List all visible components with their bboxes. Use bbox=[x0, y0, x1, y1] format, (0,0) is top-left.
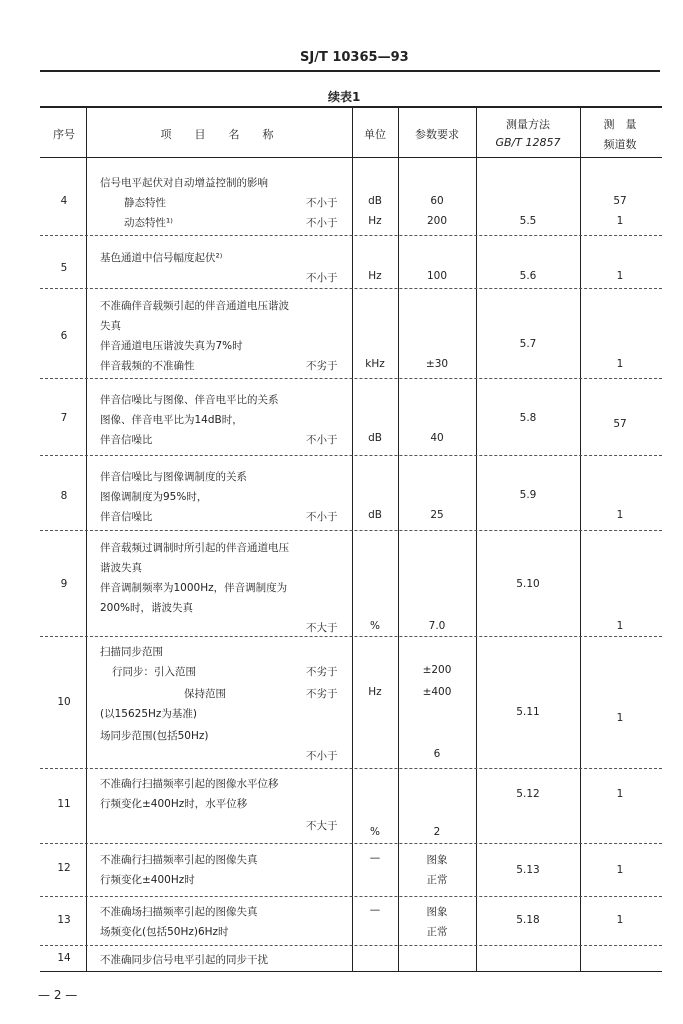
row-12-channels: 1 bbox=[616, 864, 624, 876]
row-10-method: 5.11 bbox=[516, 706, 540, 718]
row-5-method: 5.6 bbox=[519, 270, 537, 282]
row-10-cond-2: 不劣于 bbox=[306, 688, 338, 700]
row-sep bbox=[40, 896, 662, 897]
row-6-no: 6 bbox=[60, 330, 68, 342]
row-10-cond-1: 不劣于 bbox=[306, 666, 338, 678]
row-11-cond-1: 不大于 bbox=[306, 820, 338, 832]
row-10-req-2: ±400 bbox=[422, 686, 452, 698]
row-sep bbox=[40, 843, 662, 844]
col-header-method-std: GB/T 12857 bbox=[495, 136, 561, 149]
row-8-unit: dB bbox=[368, 509, 382, 521]
row-7-method: 5.8 bbox=[519, 412, 537, 424]
row-sep bbox=[40, 455, 662, 456]
row-12-req-2: 正常 bbox=[426, 874, 448, 886]
col-header-req: 参数要求 bbox=[415, 128, 459, 141]
row-4-req-1: 60 bbox=[430, 195, 444, 207]
row-12-line-2: 行频变化±400Hz时 bbox=[100, 874, 195, 886]
row-11-channels: 1 bbox=[616, 788, 624, 800]
row-4-cond-1: 不小于 bbox=[306, 197, 338, 209]
row-13-line-2: 场频变化(包括50Hz)6Hz时 bbox=[100, 926, 229, 938]
row-sep bbox=[40, 768, 662, 769]
row-6-line-2: 失真 bbox=[100, 320, 121, 332]
row-9-cond-1: 不大于 bbox=[306, 622, 338, 634]
row-5-cond-1: 不小于 bbox=[306, 272, 338, 284]
row-13-req-2: 正常 bbox=[426, 926, 448, 938]
row-8-line-2: 图像调制度为95%时， bbox=[100, 491, 208, 503]
table-continued-caption: 续表1 bbox=[328, 90, 361, 104]
row-5-unit: Hz bbox=[368, 270, 382, 282]
header-rule bbox=[40, 70, 660, 72]
row-7-line-3: 伴音信噪比 bbox=[100, 434, 153, 446]
row-9-line-3: 伴音调制频率为1000Hz，伴音调制度为 bbox=[100, 582, 288, 594]
row-13-line-1: 不准确场扫描频率引起的图像失真 bbox=[100, 906, 258, 918]
col-header-channels-2: 频道数 bbox=[603, 138, 637, 151]
row-8-line-3: 伴音信噪比 bbox=[100, 511, 153, 523]
row-6-req: ±30 bbox=[425, 358, 449, 370]
row-7-channels: 57 bbox=[613, 418, 627, 430]
row-12-line-1: 不准确行扫描频率引起的图像失真 bbox=[100, 854, 258, 866]
table-bottom-rule bbox=[40, 971, 662, 972]
row-10-unit: Hz bbox=[368, 686, 382, 698]
row-5-req: 100 bbox=[426, 270, 448, 282]
row-12-no: 12 bbox=[57, 862, 71, 874]
row-9-req: 7.0 bbox=[428, 620, 446, 632]
row-14-no: 14 bbox=[57, 952, 71, 964]
row-4-cond-2: 不小于 bbox=[306, 217, 338, 229]
row-7-line-2: 图像、伴音电平比为14dB时， bbox=[100, 414, 243, 426]
col-header-name: 项 目 名 称 bbox=[160, 128, 280, 141]
row-10-line-4: (以15625Hz为基准) bbox=[100, 708, 198, 720]
row-sep bbox=[40, 636, 662, 637]
row-6-line-4: 伴音载频的不准确性 bbox=[100, 360, 195, 372]
row-11-method: 5.12 bbox=[516, 788, 540, 800]
row-13-no: 13 bbox=[57, 914, 71, 926]
doc-code: SJ/T 10365—93 bbox=[300, 50, 409, 65]
row-9-method: 5.10 bbox=[516, 578, 540, 590]
row-11-no: 11 bbox=[57, 798, 71, 810]
row-4-line-2: 静态特性 bbox=[124, 197, 166, 209]
row-9-line-1: 伴音载频过调制时所引起的伴音通道电压 bbox=[100, 542, 289, 554]
row-10-no: 10 bbox=[57, 696, 71, 708]
page-number: — 2 — bbox=[38, 988, 78, 1002]
row-sep bbox=[40, 530, 662, 531]
row-sep bbox=[40, 945, 662, 946]
row-7-req: 40 bbox=[430, 432, 444, 444]
row-5-no: 5 bbox=[60, 262, 68, 274]
row-8-channels: 1 bbox=[616, 509, 624, 521]
row-8-cond-1: 不小于 bbox=[306, 511, 338, 523]
row-13-method: 5.18 bbox=[516, 914, 540, 926]
row-10-req-3: 6 bbox=[433, 748, 441, 760]
row-6-line-3: 伴音通道电压谐波失真为7%时 bbox=[100, 340, 243, 352]
col-header-method: 测量方法 bbox=[506, 118, 550, 131]
row-11-unit: % bbox=[370, 826, 380, 838]
row-10-line-3: 保持范围 bbox=[184, 688, 226, 700]
table-top-rule bbox=[40, 106, 662, 108]
row-4-channels-2: 1 bbox=[616, 215, 624, 227]
row-6-channels: 1 bbox=[616, 358, 624, 370]
row-5-line-1: 基色通道中信号幅度起伏²⁾ bbox=[100, 252, 223, 264]
row-7-unit: dB bbox=[368, 432, 382, 444]
row-4-no: 4 bbox=[60, 195, 68, 207]
row-6-unit: kHz bbox=[365, 358, 385, 370]
row-12-req-1: 图象 bbox=[426, 854, 448, 866]
row-4-req-2: 200 bbox=[426, 215, 448, 227]
row-10-line-1: 扫描同步范围 bbox=[100, 646, 163, 658]
row-9-line-2: 谐波失真 bbox=[100, 562, 142, 574]
row-10-req-1: ±200 bbox=[422, 664, 452, 676]
row-9-no: 9 bbox=[60, 578, 68, 590]
row-6-cond-1: 不劣于 bbox=[306, 360, 338, 372]
row-8-line-1: 伴音信噪比与图像调制度的关系 bbox=[100, 471, 247, 483]
row-4-unit-1: dB bbox=[368, 195, 382, 207]
row-12-unit: — bbox=[369, 852, 381, 864]
row-10-cond-3: 不小于 bbox=[306, 750, 338, 762]
row-6-line-1: 不准确伴音载频引起的伴音通道电压谐波 bbox=[100, 300, 289, 312]
row-7-no: 7 bbox=[60, 412, 68, 424]
row-13-req-1: 图象 bbox=[426, 906, 448, 918]
table-header-rule bbox=[40, 157, 662, 158]
row-sep bbox=[40, 235, 662, 236]
row-4-method: 5.5 bbox=[519, 215, 537, 227]
row-9-line-4: 200%时，谐波失真 bbox=[100, 602, 194, 614]
row-4-line-3: 动态特性¹⁾ bbox=[124, 217, 173, 229]
row-13-unit: — bbox=[369, 904, 381, 916]
col-header-channels: 测 量 bbox=[603, 118, 637, 131]
row-12-method: 5.13 bbox=[516, 864, 540, 876]
row-7-cond-1: 不小于 bbox=[306, 434, 338, 446]
row-10-channels: 1 bbox=[616, 712, 624, 724]
col-header-unit: 单位 bbox=[364, 128, 386, 141]
row-6-method: 5.7 bbox=[519, 338, 537, 350]
row-10-line-5: 场同步范围(包括50Hz) bbox=[100, 730, 209, 742]
row-9-channels: 1 bbox=[616, 620, 624, 632]
row-sep bbox=[40, 288, 662, 289]
row-8-req: 25 bbox=[430, 509, 444, 521]
row-14-line-1: 不准确同步信号电平引起的同步干扰 bbox=[100, 954, 268, 966]
row-4-unit-2: Hz bbox=[368, 215, 382, 227]
row-11-line-1: 不准确行扫描频率引起的图像水平位移 bbox=[100, 778, 279, 790]
row-sep bbox=[40, 378, 662, 379]
row-8-no: 8 bbox=[60, 490, 68, 502]
row-7-line-1: 伴音信噪比与图像、伴音电平比的关系 bbox=[100, 394, 279, 406]
row-9-unit: % bbox=[370, 620, 380, 632]
row-5-channels: 1 bbox=[616, 270, 624, 282]
row-11-req: 2 bbox=[433, 826, 441, 838]
row-8-method: 5.9 bbox=[519, 489, 537, 501]
col-header-no: 序号 bbox=[53, 128, 75, 141]
row-4-channels-1: 57 bbox=[613, 195, 627, 207]
row-13-channels: 1 bbox=[616, 914, 624, 926]
row-11-line-2: 行频变化±400Hz时，水平位移 bbox=[100, 798, 248, 810]
row-10-line-2: 行同步：引入范围 bbox=[112, 666, 196, 678]
row-4-line-1: 信号电平起伏对自动增益控制的影响 bbox=[100, 177, 268, 189]
